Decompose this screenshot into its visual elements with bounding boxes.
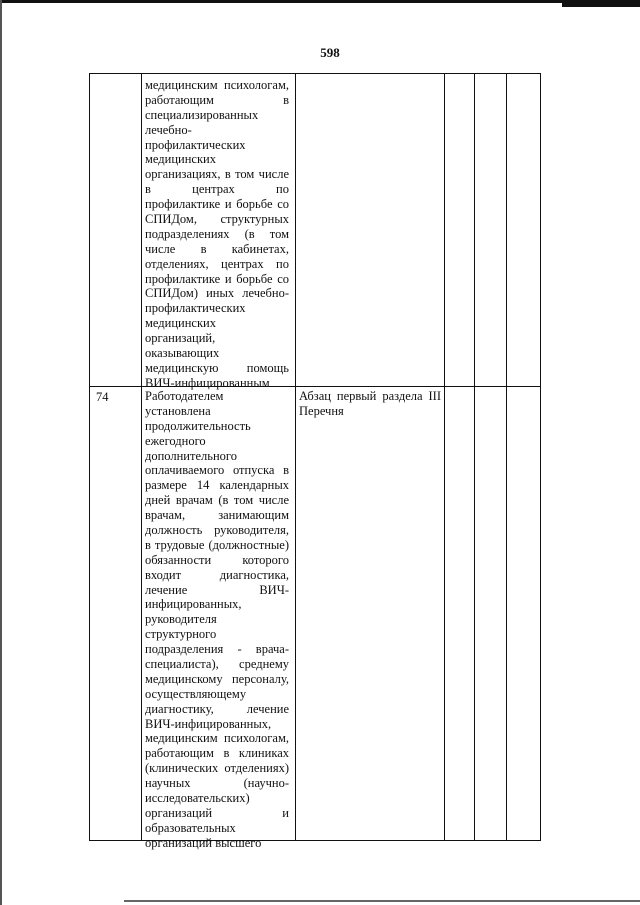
text-line: врачам, занимающим: [145, 508, 289, 523]
text-line: установлена: [145, 403, 211, 418]
text-line: входит диагностика,: [145, 567, 289, 582]
text-line: организаций,: [145, 331, 216, 346]
text-line: профилактических: [145, 301, 246, 316]
text-line: профилактических: [145, 137, 246, 152]
scan-edge-corner: [562, 0, 640, 7]
text-line: продолжительность: [145, 418, 251, 433]
text-line: ежегодного: [145, 433, 206, 448]
text-line: отделениях, центрах по: [145, 256, 289, 271]
text-line: медицинских: [145, 316, 216, 331]
row-number: 74: [96, 390, 109, 404]
column-border: [141, 73, 142, 841]
text-line: обязанности которого: [145, 552, 289, 567]
text-line: ВИЧ-инфицированным: [145, 375, 270, 390]
text-line: лечебно-: [145, 122, 192, 137]
column-border: [506, 73, 507, 841]
page-number: 598: [320, 45, 340, 60]
scan-edge-top: [0, 0, 640, 3]
text-line: оказывающих: [145, 346, 220, 361]
text-line: медицинскую помощь: [145, 360, 289, 375]
text-line: медицинским психологам,: [145, 78, 289, 92]
row-description: [145, 78, 289, 391]
text-line: научных (научно-: [145, 776, 289, 791]
text-line: ВИЧ-инфицированных,: [145, 716, 272, 731]
text-line: работающим в клиниках: [145, 746, 289, 761]
text-line: диагностику, лечение: [145, 701, 289, 716]
text-line: специалиста), среднему: [145, 657, 289, 672]
column-border: [444, 73, 445, 841]
text-line: работающим в: [145, 92, 289, 107]
text-line: Перечня: [299, 403, 344, 418]
text-line: подразделениях (в том: [145, 226, 289, 241]
text-line: (клинических отделениях): [145, 761, 289, 776]
text-line: медицинским психологам,: [145, 731, 289, 746]
text-line: Абзац первый раздела III: [299, 389, 441, 403]
column-border: [474, 73, 475, 841]
column-border: [295, 73, 296, 841]
text-line: лечение ВИЧ-: [145, 582, 289, 597]
text-line: специализированных: [145, 107, 259, 122]
text-line: дополнительного: [145, 448, 237, 463]
text-line: оплачиваемого отпуска в: [145, 463, 289, 478]
text-line: числе в кабинетах,: [145, 241, 289, 256]
text-line: организациях, в том числе: [145, 167, 289, 182]
text-line: СПИДом, структурных: [145, 212, 289, 227]
text-line: руководителя: [145, 612, 217, 627]
text-line: СПИДом) иных лечебно-: [145, 286, 289, 301]
text-line: подразделения - врача-: [145, 642, 289, 657]
scan-edge-bottom: [124, 900, 640, 902]
column-border: [89, 73, 90, 841]
text-line: Работодателем: [145, 389, 224, 403]
text-line: медицинских: [145, 152, 216, 167]
text-line: осуществляющему: [145, 686, 247, 701]
column-border: [540, 73, 541, 841]
text-line: инфицированных,: [145, 597, 242, 612]
text-line: образовательных: [145, 820, 236, 835]
text-line: структурного: [145, 627, 217, 642]
text-line: в центрах по: [145, 182, 289, 197]
text-line: в трудовые (должностные): [145, 537, 289, 552]
text-line: медицинскому персоналу,: [145, 671, 289, 686]
text-line: профилактике и борьбе со: [145, 197, 289, 212]
text-line: профилактике и борьбе со: [145, 271, 289, 286]
row-source-reference: [299, 389, 441, 419]
text-line: организаций и: [145, 805, 289, 820]
scan-edge-left: [0, 0, 2, 905]
text-line: организаций высшего: [145, 835, 262, 850]
text-line: должность руководителя,: [145, 523, 289, 538]
text-line: дней врачам (в том числе: [145, 493, 289, 508]
row-description: [145, 389, 289, 851]
text-line: исследовательских): [145, 791, 250, 806]
text-line: размере 14 календарных: [145, 478, 289, 493]
